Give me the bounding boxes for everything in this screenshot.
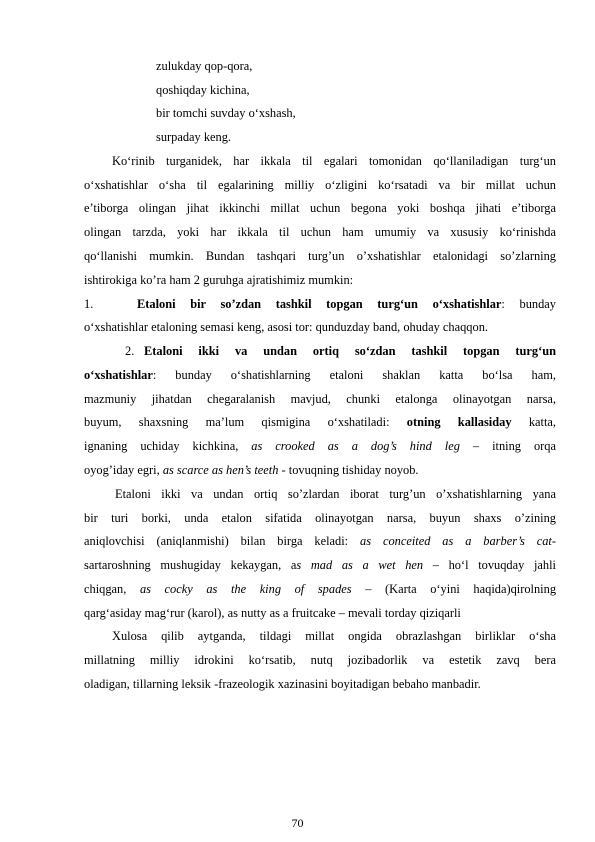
list-item-heading (144, 343, 556, 359)
poem-line: zulukday qop-qora, (156, 59, 253, 73)
paragraph-line (84, 438, 556, 454)
text-span: buyum, shaxsning ma’lum qismigina o‘xshatiladi: (84, 415, 390, 429)
poem-line: surpaday keng. (156, 130, 232, 144)
paragraph-line: mazmuniy jihatdan chegaralanish mavjud, chunki etalonga olinayotgan narsa, (84, 392, 556, 406)
text-span: ignaning uchiday kichkina, (84, 439, 239, 453)
text-span: – ho‘l tovuqday jahli (423, 558, 556, 572)
list-number: 2. (125, 344, 135, 358)
poem-line: bir tomchi suvday o‘xshash, (156, 106, 296, 120)
text-span: : bunday o‘shatishlarning etaloni shaklan katta bo‘lsa ham, (152, 368, 556, 382)
bold-term: otning kallasiday (406, 415, 512, 429)
text-span: aniqlovchisi (aniqlanmishi) bilan birga keladi: (84, 534, 349, 548)
text-span: - tovuqning tishiday noyob. (278, 463, 419, 477)
bold-term: o‘xshatishlar (84, 368, 153, 382)
paragraph-line (84, 557, 556, 573)
english-example: as scarce as hen’s teeth (162, 463, 279, 477)
english-example: as conceited as a barber’s cat- (360, 534, 556, 548)
paragraph-line (84, 581, 556, 597)
text-span: sartaroshning mushugiday kekaygan, a (84, 558, 297, 572)
paragraph-line: olingan tarzda, yoki har ikkala til uchun ham umumiy va xususiy ko‘rinishda (84, 225, 556, 239)
paragraph-line: qarg‘asiday mag‘rur (karol), as nutty as a fruitcake – mevali torday qiziqarli (84, 606, 461, 620)
text-span: chiqgan, (84, 582, 127, 596)
paragraph-line (84, 414, 556, 430)
paragraph-line (84, 367, 556, 383)
text-span: – itning orqa (472, 439, 556, 453)
bold-term: Etaloni ikki va undan ortiq so‘zdan tashkil topgan turg‘un (144, 344, 556, 358)
paragraph-line: Ko‘rinib turganidek, har ikkala til egalari tomonidan qo‘llaniladigan turg‘un (112, 154, 556, 168)
page-number: 70 (291, 816, 304, 830)
paragraph-line: bir turi borki, unda etalon sifatida olinayotgan narsa, buyun shaxs o’zining (84, 511, 556, 525)
paragraph-line: millatning milliy idrokini ko‘rsatib, nutq jozibadorlik va estetik zavq bera (84, 653, 556, 667)
paragraph-line: ishtirokiga ko’ra ham 2 guruhga ajratishimiz mumkin: (84, 273, 354, 287)
paragraph-line: e’tiborga olingan jihat ikkinchi millat uchun begona yoki boshqa jihati e’tiborga (84, 201, 556, 215)
paragraph-line: oladigan, tillarning leksik -frazeologik xazinasini boyitadigan bebaho manbadir. (84, 677, 481, 691)
list-number: 1. (84, 297, 94, 311)
paragraph-line: qo‘llanishi mumkin. Bundan tashqari turg’un o’xshatishlar etalonidagi so’zlarning (84, 249, 556, 263)
paragraph-line: Xulosa qilib aytganda, tildagi millat ongida obrazlashgan birliklar o‘sha (112, 629, 556, 643)
paragraph-line (84, 462, 419, 478)
english-example: as cocky as the king of spades (139, 582, 352, 596)
paragraph-line: Etaloni ikki va undan ortiq so’zlardan iborat turg’un o’xshatishlarning yana (115, 487, 556, 501)
paragraph-line: o‘xshatishlar o‘sha til egalarining milliy o‘zligini ko‘rsatadi va bir millat uchun (84, 178, 556, 192)
english-example: s mad as a wet hen (296, 558, 424, 572)
paragraph-line: o‘xshatishlar etaloning semasi keng, asosi tor: qunduzday band, ohuday chaqqon. (84, 320, 488, 334)
poem-line: qoshiqday kichina, (156, 83, 250, 97)
list-item-heading (137, 296, 556, 312)
text-span: oyog’iday egri, (84, 463, 160, 477)
list-item-text: : bunday (501, 297, 556, 311)
text-span: katta, (528, 415, 556, 429)
paragraph-line (84, 533, 556, 549)
text-span: – (Karta o‘yini haqida)qirolning (365, 582, 557, 596)
english-example: as crooked as a dog’s hind leg (251, 439, 460, 453)
bold-term: Etaloni bir so’zdan tashkil topgan turg‘un o‘xshatishlar (137, 297, 502, 311)
